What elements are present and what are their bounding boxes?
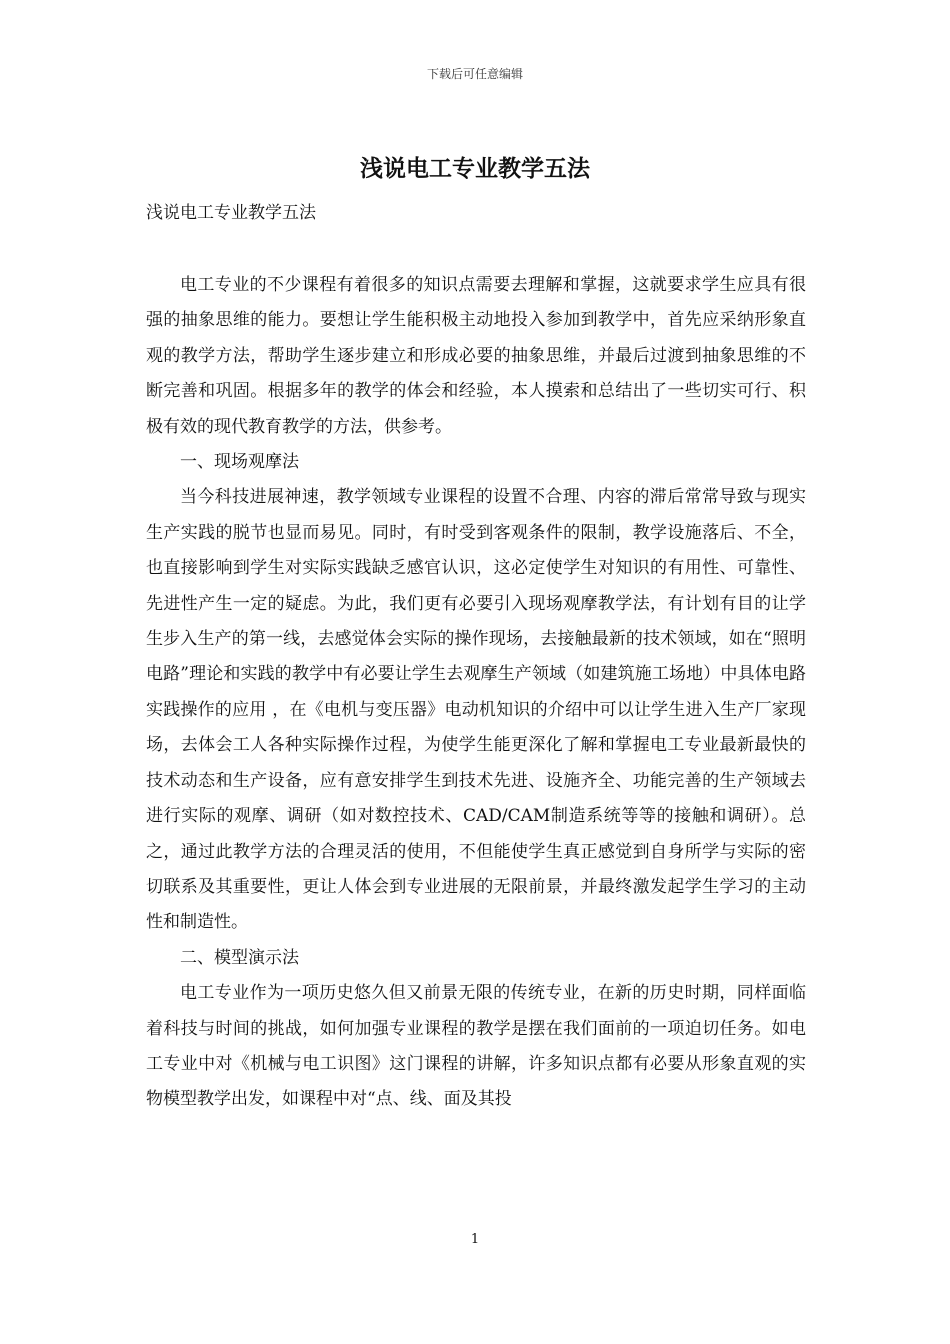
document-subtitle: 浅说电工专业教学五法	[146, 203, 316, 223]
document-title: 浅说电工专业教学五法	[360, 155, 590, 182]
section-heading-2: 二、模型演示法	[180, 947, 299, 968]
page-number: 1	[470, 1232, 480, 1247]
paragraph-site-observation: 当今科技进展神速，教学领域专业课程的设置不合理、内容的滞后常常导致与现实生产实践的脱节也显而易见。同时，有时受到客观条件的限制，教学设施落后、不全，也直接影响到学生对实际实践缺乏感官认识，这必定使学生对知识的有用性、可靠性、先进性产生一定的疑虑。为此，我们更有必要引入现场观摩教学法，有计划有目的让学生步入生产的第一线，去感觉体会实际的操作现场，去接触最新的技术领域，如在“照明电路”理论和实践的教学中有必要让学生去观摩生产领域（如建筑施工场地）中具体电路实践操作的应用 ，在《电机与变压器》电动机知识的介绍中可以让学生进入生产厂家现场，去体会工人各种实际操作过程，为使学生能更深化了解和掌握电工专业最新最快的技术动态和生产设备，应有意安排学生到技术先进、设施齐全、功能完善的生产领域去进行实际的观摩、调研（如对数控技术、CAD/CAM制造系统等等的接触和调研）。总之，通过此教学方法的合理灵活的使用，不但能使学生真正感觉到自身所学与实际的密切联系及其重要性，更让人体会到专业进展的无限前景，并最终激发起学生学习的主动性和制造性。	[146, 487, 806, 933]
paragraph-intro: 电工专业的不少课程有着很多的知识点需要去理解和掌握，这就要求学生应具有很强的抽象思维的能力。要想让学生能积极主动地投入参加到教学中，首先应采纳形象直观的教学方法，帮助学生逐步建立和形成必要的抽象思维，并最后过渡到抽象思维的不断完善和巩固。根据多年的教学的体会和经验，本人摸索和总结出了一些切实可行、积极有效的现代教育教学的方法，供参考。	[146, 275, 806, 437]
section-heading-1: 一、现场观摩法	[180, 452, 299, 473]
document-body	[146, 268, 806, 1118]
page-header-note: 下载后可任意编辑	[426, 67, 523, 81]
paragraph-model-demo: 电工专业作为一项历史悠久但又前景无限的传统专业，在新的历史时期，同样面临着科技与时间的挑战，如何加强专业课程的教学是摆在我们面前的一项迫切任务。如电工专业中对《机械与电工识图》这门课程的讲解，许多知识点都有必要从形象直观的实物模型教学出发，如课程中对“点、线、面及其投	[146, 983, 806, 1110]
